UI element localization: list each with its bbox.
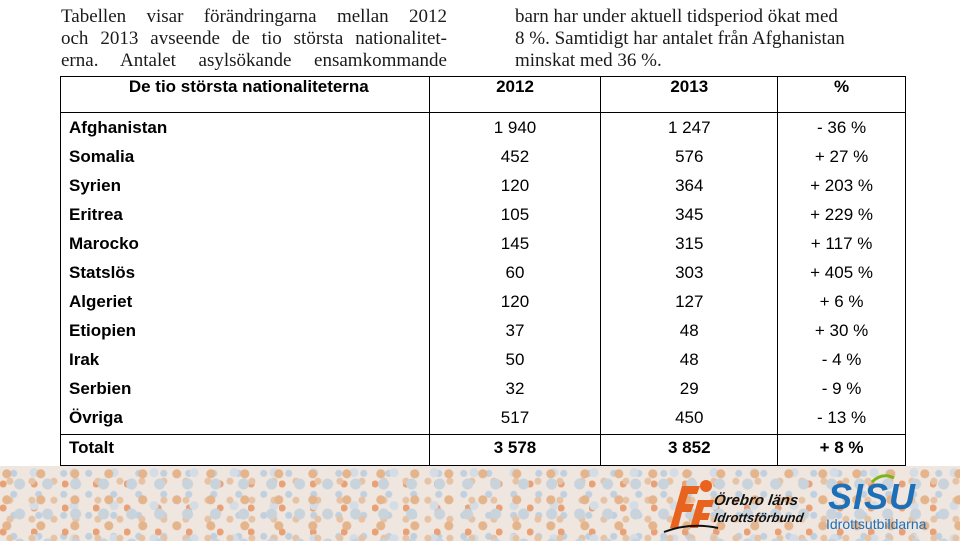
rf-runner-icon <box>660 476 720 534</box>
country-cell: Serbien <box>61 376 430 405</box>
rf-logo-line1: Örebro läns <box>712 492 800 509</box>
percent-change-cell: + 6 % <box>778 289 906 318</box>
country-cell: Syrien <box>61 173 430 202</box>
value-2012-cell: 50 <box>429 347 601 376</box>
value-2013-cell: 48 <box>601 318 778 347</box>
table-total-row <box>61 435 906 466</box>
value-2012-cell: 145 <box>429 231 601 260</box>
table-row <box>61 347 906 376</box>
table-row <box>61 144 906 173</box>
percent-change-cell: + 405 % <box>778 260 906 289</box>
table-row <box>61 376 906 405</box>
intro-text-left <box>61 6 447 72</box>
value-2013-cell: 1 247 <box>601 113 778 145</box>
value-2013-cell: 303 <box>601 260 778 289</box>
value-2012-cell: 32 <box>429 376 601 405</box>
intro-line: Tabellen visar förändringarna mellan 2012 <box>61 6 447 27</box>
value-2013-cell: 315 <box>601 231 778 260</box>
orebro-lans-idrottsforbund-logo <box>660 474 818 536</box>
value-2013-cell: 364 <box>601 173 778 202</box>
percent-change-cell: - 13 % <box>778 405 906 435</box>
percent-change-cell: + 203 % <box>778 173 906 202</box>
intro-text-right <box>515 6 915 72</box>
country-cell: Totalt <box>61 435 430 466</box>
value-2012-cell: 105 <box>429 202 601 231</box>
sisu-wordmark: SISU <box>828 476 917 517</box>
percent-change-cell: - 9 % <box>778 376 906 405</box>
intro-line: erna. Antalet asylsökande ensamkommande <box>61 50 447 71</box>
value-2013-cell: 29 <box>601 376 778 405</box>
percent-change-cell: + 8 % <box>778 435 906 466</box>
header-nationality: De tio största nationaliteterna <box>61 77 430 113</box>
percent-change-cell: + 27 % <box>778 144 906 173</box>
percent-change-cell: + 30 % <box>778 318 906 347</box>
value-2013-cell: 48 <box>601 347 778 376</box>
percent-change-cell: + 229 % <box>778 202 906 231</box>
country-cell: Eritrea <box>61 202 430 231</box>
intro-line: och 2013 avseende de tio största nationalitet- <box>61 28 447 49</box>
value-2012-cell: 37 <box>429 318 601 347</box>
sisu-idrottsutbildarna-logo <box>822 474 952 536</box>
percent-change-cell: - 36 % <box>778 113 906 145</box>
value-2013-cell: 576 <box>601 144 778 173</box>
header-2012: 2012 <box>429 77 601 113</box>
table-row <box>61 405 906 435</box>
country-cell: Etiopien <box>61 318 430 347</box>
table-header-row <box>61 77 906 113</box>
value-2013-cell: 127 <box>601 289 778 318</box>
percent-change-cell: + 117 % <box>778 231 906 260</box>
value-2012-cell: 1 940 <box>429 113 601 145</box>
country-cell: Algeriet <box>61 289 430 318</box>
table-row <box>61 318 906 347</box>
value-2013-cell: 3 852 <box>601 435 778 466</box>
intro-line: 8 %. Samtidigt har antalet från Afghanistan <box>515 28 845 49</box>
sisu-subtitle: Idrottsutbildarna <box>826 516 927 532</box>
intro-line: minskat med 36 %. <box>515 50 662 71</box>
value-2012-cell: 517 <box>429 405 601 435</box>
country-cell: Irak <box>61 347 430 376</box>
nationalities-table <box>60 76 906 466</box>
country-cell: Somalia <box>61 144 430 173</box>
header-percent: % <box>778 77 906 113</box>
value-2012-cell: 120 <box>429 289 601 318</box>
table-row <box>61 202 906 231</box>
value-2012-cell: 452 <box>429 144 601 173</box>
value-2012-cell: 3 578 <box>429 435 601 466</box>
table-row <box>61 113 906 145</box>
header-2013: 2013 <box>601 77 778 113</box>
value-2013-cell: 450 <box>601 405 778 435</box>
value-2013-cell: 345 <box>601 202 778 231</box>
table-row <box>61 173 906 202</box>
percent-change-cell: - 4 % <box>778 347 906 376</box>
country-cell: Afghanistan <box>61 113 430 145</box>
intro-line: barn har under aktuell tidsperiod ökat med <box>515 6 838 27</box>
value-2012-cell: 120 <box>429 173 601 202</box>
value-2012-cell: 60 <box>429 260 601 289</box>
country-cell: Övriga <box>61 405 430 435</box>
table-row <box>61 231 906 260</box>
country-cell: Statslös <box>61 260 430 289</box>
table-row <box>61 289 906 318</box>
country-cell: Marocko <box>61 231 430 260</box>
rf-logo-line2: Idrottsförbund <box>712 510 805 525</box>
table-row <box>61 260 906 289</box>
